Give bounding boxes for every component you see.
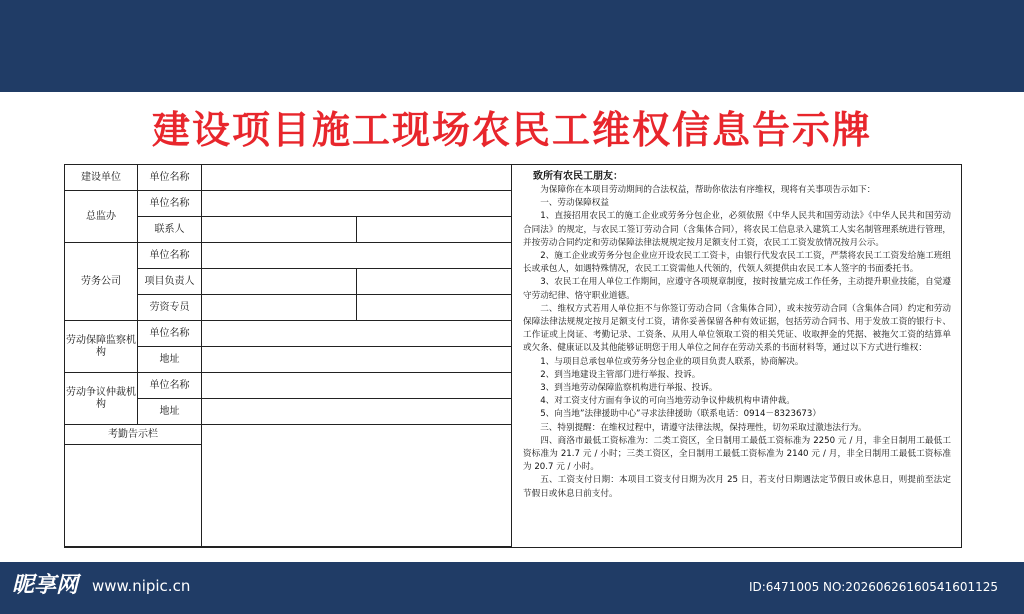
notice-paragraph: 一、劳动保障权益 — [540, 198, 609, 209]
info-table — [64, 164, 512, 547]
notice-paragraph: 1、与项目总承包单位或劳务分包企业的项目负责人联系，协商解决。 — [540, 356, 804, 367]
notice-paragraph: 二、维权方式若用人单位拒不与你签订劳动合同（含集体合同），或未按劳动合同（含集体合同）约定和劳动保障法律法规规定按月足额支付工资，请你妥善保留各种有效证据，包括劳动合同书、用于发放工资的银行卡、工作证或上岗证、考勤记录、工资条、从用人单位领取工资的相关凭证、收取押金的凭据、被拖欠工资的结算单或欠条、健康证以及其他能够证明您于用人单位之间存在劳动关系的书面材料等，通过以下方式进行维权： — [523, 303, 951, 354]
watermark-url: www.nipic.cn — [92, 577, 191, 595]
value-cell — [202, 243, 512, 269]
value-cell — [357, 295, 512, 321]
value-cell — [202, 217, 357, 243]
notice-paragraph: 2、到当地建设主管部门进行举报、投诉。 — [540, 369, 701, 380]
row-label-construction-unit: 建设单位 — [65, 165, 138, 191]
watermark-id: ID:6471005 NO:20260626160541601125 — [748, 580, 998, 594]
field-label-address: 地址 — [138, 399, 202, 425]
notice-paragraph: 三、特别提醒：在维权过程中，请遵守法律法规，保持理性，切勿采取过激违法行为。 — [540, 422, 867, 433]
field-label-unit-name: 单位名称 — [138, 373, 202, 399]
table-row — [65, 373, 512, 399]
field-label-contact: 联系人 — [138, 217, 202, 243]
table-row — [65, 321, 512, 347]
table-row — [65, 243, 512, 269]
row-label-supervisor: 总监办 — [65, 191, 138, 243]
field-label-labor-specialist: 劳资专员 — [138, 295, 202, 321]
field-label-unit-name: 单位名称 — [138, 321, 202, 347]
watermark-logo: 昵享网 — [12, 573, 79, 598]
field-label-unit-name: 单位名称 — [138, 243, 202, 269]
notice-paragraph: 为保障你在本项目劳动期间的合法权益，帮助你依法有序维权，现将有关事项告示如下： — [540, 185, 876, 195]
field-label-unit-name: 单位名称 — [138, 165, 202, 191]
value-cell — [202, 373, 512, 399]
table-row — [65, 165, 512, 191]
value-cell — [357, 269, 512, 295]
row-label-labor-inspection: 劳动保障监察机构 — [65, 321, 138, 373]
notice-text — [523, 170, 951, 501]
row-label-arbitration: 劳动争议仲裁机构 — [65, 373, 138, 425]
notice-paragraph: 5、向当地”法律援助中心”寻求法律援助（联系电话：0914－8323673） — [540, 409, 821, 420]
attendance-board — [65, 445, 202, 547]
notice-paragraph: 3、到当地劳动保障监察机构进行举报、投诉。 — [540, 383, 718, 394]
value-cell — [202, 321, 512, 347]
table-row — [65, 425, 512, 445]
value-cell — [202, 347, 512, 373]
value-cell — [202, 269, 357, 295]
attendance-label: 考勤告示栏 — [65, 425, 202, 445]
value-cell — [202, 295, 357, 321]
notice-paragraph: 五、工资支付日期：本项目工资支付日期为次月 25 日，若支付日期遇法定节假日或休息日，则提前至法定节假日或休息日前支付。 — [523, 475, 951, 499]
field-label-project-leader: 项目负责人 — [138, 269, 202, 295]
row-label-labor-company: 劳务公司 — [65, 243, 138, 321]
notice-paragraph: 3、农民工在用人单位工作期间，应遵守各项规章制度，按时按量完成工作任务，主动提升职业技能，自觉遵守劳动纪律、恪守职业道德。 — [523, 277, 951, 301]
value-cell — [357, 217, 512, 243]
field-label-unit-name: 单位名称 — [138, 191, 202, 217]
field-label-address: 地址 — [138, 347, 202, 373]
notice-paragraph: 四、商洛市最低工资标准为：二类工资区，全日制用工最低工资标准为 2250 元 / 月，非全日制用工最低工资标准为 21.7 元 / 小时；三类工资区，全日制用工最低工资标准为 2140 元 / 月，非全日制用工最低工资标准为 20.7 元 / 小时。 — [523, 435, 951, 473]
notice-heading: 致所有农民工朋友： — [533, 171, 623, 182]
table-row — [65, 191, 512, 217]
page-title: 建设项目施工现场农民工维权信息告示牌 — [151, 108, 872, 152]
value-cell — [202, 165, 512, 191]
notice-paragraph: 4、对工资支付方面有争议的可向当地劳动争议仲裁机构申请仲裁。 — [540, 396, 795, 407]
value-cell — [202, 399, 512, 425]
notice-paragraph: 2、施工企业或劳务分包企业应开设农民工工资卡，由银行代发农民工工资，严禁将农民工工资发给施工班组长或承包人，如遇特殊情况，农民工工资需他人代领的，代领人须提供由农民工本人签字的书面委托书。 — [523, 251, 951, 275]
value-cell — [202, 425, 512, 547]
notice-paragraph: 1、直接招用农民工的施工企业或劳务分包企业，必须依照《中华人民共和国劳动法》《中华人民共和国劳动合同法》的规定，与农民工签订劳动合同（含集体合同），将农民工信息录入建筑工人实名制管理系统进行管理，并按劳动合同约定和劳动保障法律法规规定按月足额支付工资，农民工工资发放情况按月公示。 — [523, 211, 951, 248]
top-banner — [0, 0, 1024, 92]
value-cell — [202, 191, 512, 217]
